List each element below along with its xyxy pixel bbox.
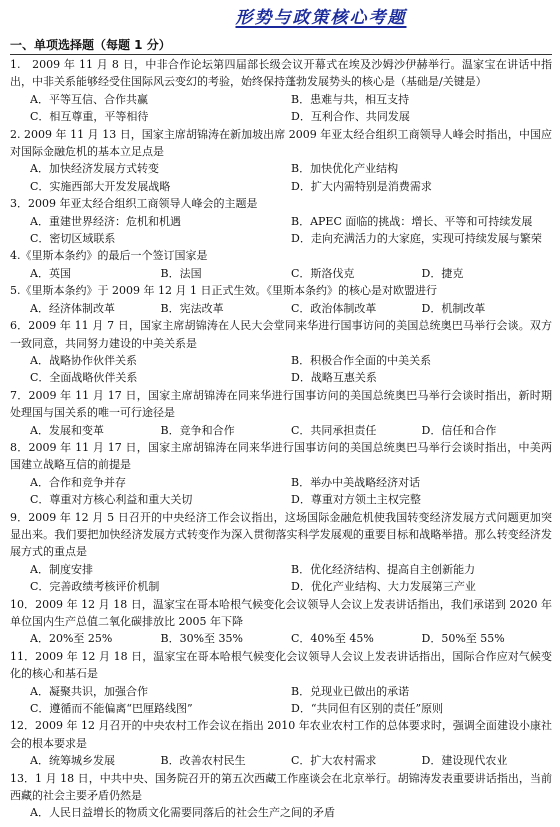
answer-option: C．40%至 45%: [291, 632, 374, 646]
question: [10, 126, 552, 196]
answer-option: C．相互尊重，平等相待: [30, 110, 149, 124]
question: [10, 648, 552, 718]
question: [10, 717, 552, 769]
question: [10, 387, 552, 439]
answer-option: C．实施西部大开发发展战略: [30, 179, 171, 193]
answer-option: A．经济体制改革: [30, 301, 115, 315]
question-stem: 12．2009 年 12 月召开的中央农村工作会议在指出 2010 年农业农村工作的总体要求时，强调全面建设小康社会的根本要求是: [10, 719, 552, 750]
option-group: [10, 160, 552, 195]
option-group: [10, 265, 552, 282]
answer-option: C．尊重对方核心利益和重大关切: [30, 493, 193, 507]
question: [10, 282, 552, 317]
answer-option: A．凝聚共识，加强合作: [30, 684, 148, 698]
answer-option: B．积极合作全面的中美关系: [291, 353, 432, 367]
question-stem: 3．2009 年亚太经合组织工商领导人峰会的主题是: [10, 197, 258, 211]
question: [10, 247, 552, 282]
question: [10, 770, 552, 822]
option-group: [10, 213, 552, 248]
question-list: [10, 56, 552, 822]
question-stem: 2. 2009 年 11 月 13 日，国家主席胡锦涛在新加坡出席 2009 年亚太经合组织工商领导人峰会时指出，中国应对国际金融危机的基本立足点是: [10, 127, 552, 159]
answer-option: D．建设现代农业: [421, 754, 508, 768]
answer-option: D．信任和合作: [421, 423, 497, 437]
answer-option: D．战略互惠关系: [291, 371, 377, 385]
answer-option: A．平等互信、合作共赢: [30, 92, 148, 106]
question-stem: 11．2009 年 12 月 18 日，温家宝在哥本哈根气候变化会议领导人会议上发表讲话指出，国际合作应对气候变化的核心和基石是: [10, 649, 552, 681]
option-group: [10, 561, 552, 596]
answer-option: A．统筹城乡发展: [30, 754, 115, 768]
option-group: [10, 422, 552, 439]
answer-option: C．完善政绩考核评价机制: [30, 580, 160, 594]
question: [10, 317, 552, 387]
option-group: [10, 683, 552, 718]
question-stem: 13．1 月 18 日，中共中央、国务院召开的第五次西藏工作座谈会在北京举行。胡锦涛发表重要讲话指出，当前西藏的社会主要矛盾仍然是: [10, 771, 552, 803]
answer-option: A．发展和变革: [30, 423, 104, 437]
answer-option: D．优化产业结构、大力发展第三产业: [291, 580, 476, 594]
question-stem: 1. 2009 年 11 月 8 日，中非合作论坛第四届部长级会议开幕式在埃及沙姆沙伊赫举行。温家宝在讲话中指出，中非关系能够经受住国际风云变幻的考验，始终保持蓬勃发展势头的核心是（基础是/关键是）: [10, 58, 552, 89]
option-group: [10, 804, 552, 821]
answer-option: A．制度安排: [30, 562, 93, 576]
answer-option: C．斯洛伐克: [291, 266, 355, 280]
answer-option: D．尊重对方领土主权完整: [291, 493, 421, 507]
question: [10, 439, 552, 509]
answer-option: B．宪法改革: [160, 301, 224, 315]
question-stem: 10．2009 年 12 月 18 日，温家宝在哥本哈根气候变化会议领导人会议上发表讲话指出，我们承诺到 2020 年单位国内生产总值二氧化碳排放比 2005 年下降: [10, 597, 552, 628]
option-group: [10, 352, 552, 387]
answer-option: B．改善农村民生: [160, 754, 246, 768]
question-stem: 5.《里斯本条约》于 2009 年 12 月 1 日正式生效。《里斯本条约》的核心是对欧盟进行: [10, 284, 437, 298]
option-group: [10, 300, 552, 317]
answer-option: D．机制改革: [421, 301, 486, 315]
answer-option: B．30%至 35%: [160, 632, 243, 646]
answer-option: C．密切区域联系: [30, 232, 116, 246]
option-group: [10, 91, 552, 126]
answer-option: B．APEC 面临的挑战：增长、平等和可持续发展: [291, 214, 533, 228]
answer-option: D．捷克: [421, 266, 464, 280]
answer-option: D．“共同但有区别的责任”原则: [291, 702, 444, 716]
answer-option: B．优化经济结构、提高自主创新能力: [291, 562, 476, 576]
answer-option: C．遵循而不能偏离“巴厘路线图”: [30, 702, 193, 716]
answer-option: D．互利合作、共同发展: [291, 110, 410, 124]
question-stem: 6．2009 年 11 月 7 日，国家主席胡锦涛在人民大会堂同来华进行国事访问的美国总统奥巴马举行会谈。双方一致同意，共同努力建设的中美关系是: [10, 319, 552, 350]
answer-option: D．50%至 55%: [421, 632, 505, 646]
title-wrap: [10, 6, 552, 36]
answer-option: B．患难与共，相互支持: [291, 92, 410, 106]
option-group: [10, 630, 552, 647]
section-heading: 一、单项选择题（每题 1 分）: [10, 36, 552, 55]
answer-option: A．战略协作伙伴关系: [30, 353, 137, 367]
answer-option: C．共同承担责任: [291, 423, 377, 437]
answer-option: A．重建世界经济：危机和机遇: [30, 214, 181, 228]
question-stem: 9．2009 年 12 月 5 日召开的中央经济工作会议指出，这场国际金融危机使我国转变经济发展方式问题更加突显出来。我们要把加快经济发展方式转变作为深入贯彻落实科学发展观的重要目标和战略举措。那么转变经济发展方式的重点是: [10, 510, 552, 559]
page-title: 形势与政策核心考题: [235, 8, 407, 28]
answer-option: C．全面战略伙伴关系: [30, 371, 138, 385]
answer-option: D．走向充满活力的大家庭，实现可持续发展与繁荣: [291, 232, 542, 246]
answer-option: A．加快经济发展方式转变: [30, 162, 159, 176]
answer-option: B．举办中美战略经济对话: [291, 475, 421, 489]
answer-option: D．扩大内需特别是消费需求: [291, 179, 432, 193]
option-group: [10, 474, 552, 509]
answer-option: B．法国: [160, 266, 202, 280]
answer-option: A．人民日益增长的物质文化需要同落后的社会生产之间的矛盾: [30, 806, 335, 820]
answer-option: C．政治体制改革: [291, 301, 377, 315]
question: [10, 596, 552, 648]
question-stem: 7．2009 年 11 月 17 日，国家主席胡锦涛在同来华进行国事访问的美国总统奥巴马举行会谈时指出，新时期处理国与国关系的唯一可行途径是: [10, 388, 552, 420]
option-group: [10, 752, 552, 769]
answer-option: A．合作和竞争并存: [30, 475, 126, 489]
answer-option: B．竞争和合作: [160, 423, 235, 437]
answer-option: B．加快优化产业结构: [291, 162, 399, 176]
answer-option: B．兑现业已做出的承诺: [291, 684, 410, 698]
question-stem: 4.《里斯本条约》的最后一个签订国家是: [10, 249, 208, 263]
answer-option: C．扩大农村需求: [291, 754, 377, 768]
answer-option: A．20%至 25%: [30, 632, 113, 646]
question: [10, 509, 552, 596]
question-stem: 8．2009 年 11 月 17 日，国家主席胡锦涛在同来华进行国事访问的美国总统奥巴马举行会谈时指出，中美两国建立战略互信的前提是: [10, 440, 552, 472]
question: [10, 56, 552, 126]
answer-option: A．英国: [30, 266, 71, 280]
question: [10, 195, 552, 247]
